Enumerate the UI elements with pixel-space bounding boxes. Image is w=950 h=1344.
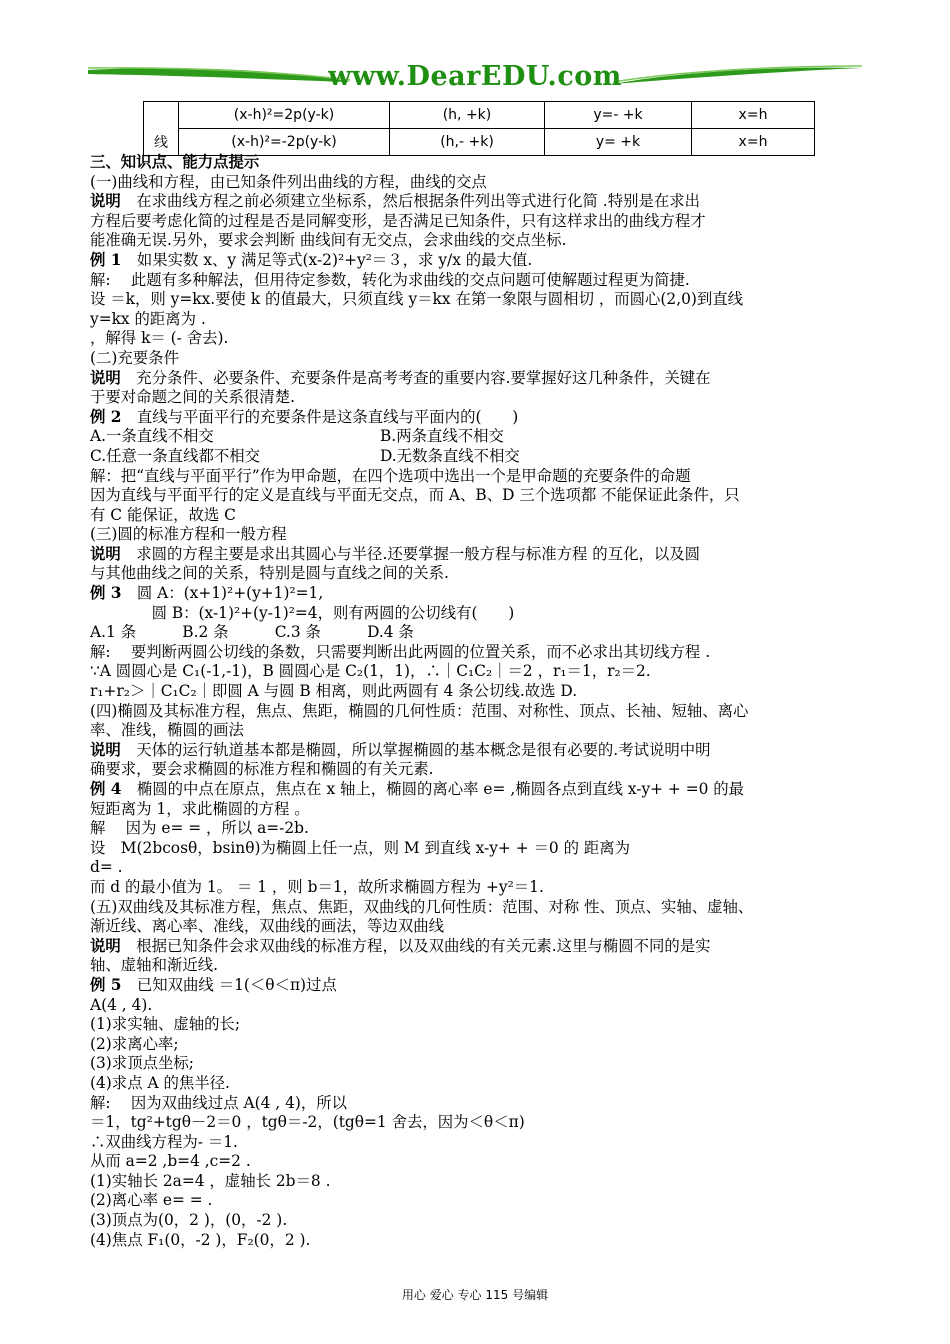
bold-label: 说明: [90, 936, 121, 955]
bold-label: 三、知识点、能力点提示: [90, 153, 260, 171]
line-text: 而 d 的最小值为 1。 ＝ 1 ，则 b＝1，故所求椭圆方程为 +y²＝1.: [90, 877, 544, 896]
text-line: [90, 447, 865, 467]
line-text: y=kx 的距离为 .: [90, 309, 206, 328]
text-line: [90, 604, 865, 624]
table-cell: x=h: [692, 129, 815, 156]
bold-label: 说明: [90, 740, 121, 759]
line-text: ＝1，tg²+tgθ－2＝0 ，tgθ＝-2，(tgθ=1 舍去，因为＜θ＜π): [90, 1113, 525, 1132]
page-footer: 用心 爱心 专心 115 号编辑: [401, 1288, 549, 1302]
text-line: [90, 545, 865, 565]
text-line: [90, 1231, 865, 1251]
line-text: 确要求，要会求椭圆的标准方程和椭圆的有关元素.: [90, 760, 434, 779]
text-line: [90, 153, 865, 173]
line-text: 圆 B：(x-1)²+(y-1)²=4，则有两圆的公切线有( ): [90, 603, 515, 622]
line-text: 于要对命题之间的关系很清楚.: [90, 388, 295, 407]
line-text: 短距离为 1，求此椭圆的方程 。: [90, 799, 310, 818]
text-line: [90, 1152, 865, 1172]
answer-option: D.无数条直线不相交: [380, 446, 520, 465]
line-text: 天体的运行轨道基本都是椭圆，所以掌握椭圆的基本概念是很有必要的.考试说明中明: [120, 740, 711, 759]
bold-label: 说明: [90, 544, 121, 563]
line-text: 充分条件、必要条件、充要条件是高考考查的重要内容.要掌握好这几种条件，关键在: [120, 368, 711, 387]
text-line: [90, 643, 865, 663]
line-text: (4)焦点 F₁(0，-2 )，F₂(0，2 ).: [90, 1230, 311, 1249]
line-text: (四)椭圆及其标准方程，焦点、焦距，椭圆的几何性质：范围、对称性、顶点、长袖、短轴、离心: [90, 701, 749, 720]
answer-option: C.任意一条直线都不相交: [90, 446, 261, 465]
text-line: [90, 741, 865, 761]
text-line: [90, 878, 865, 898]
text-line: [90, 212, 865, 232]
text-line: [90, 780, 865, 800]
line-text: 解: 要判断两圆公切线的条数，只需要判断出此两圆的位置关系，而不必求出其切线方程 .: [90, 642, 711, 661]
line-text: 能准确无误.另外，要求会判断 曲线间有无交点，会求曲线的交点坐标.: [90, 231, 567, 250]
line-text: 直线与平面平行的充要条件是这条直线与平面内的( ): [121, 407, 519, 426]
table-row: [144, 129, 815, 156]
text-line: [90, 1113, 865, 1133]
answer-option: A.一条直线不相交: [90, 427, 214, 446]
text-line: [90, 1191, 865, 1211]
line-text: 解：把“直线与平面平行”作为甲命题，在四个选项中选出一个是甲命题的充要条件的命题: [90, 466, 691, 485]
text-line: [90, 858, 865, 878]
bold-label: 例 2: [90, 407, 122, 426]
line-text: (三)圆的标准方程和一般方程: [90, 525, 287, 544]
line-text: A(4 , 4).: [90, 995, 153, 1014]
table-cell: (x-h)²=2p(y-k): [179, 102, 390, 129]
bold-label: 说明: [90, 368, 121, 387]
bold-label: 例 4: [90, 780, 122, 798]
text-line: [90, 349, 865, 369]
text-line: [90, 800, 865, 820]
table-row: [144, 102, 815, 129]
text-line: [90, 388, 865, 408]
text-line: [90, 1074, 865, 1094]
text-line: [90, 917, 865, 937]
line-text: (一)曲线和方程，由已知条件列出曲线的方程，曲线的交点: [90, 172, 487, 191]
table-cell: (h, +k): [390, 102, 545, 129]
line-text: 解: 因为双曲线过点 A(4 , 4)，所以: [90, 1093, 348, 1112]
line-text: (1)实轴长 2a=4 ，虚轴长 2b＝8 .: [90, 1171, 331, 1190]
text-line: [90, 290, 865, 310]
text-line: [90, 956, 865, 976]
bold-label: 例 5: [90, 975, 122, 994]
bold-label: 例 3: [90, 584, 122, 603]
formula-table: [143, 101, 815, 156]
text-line: [90, 760, 865, 780]
line-text: ∴双曲线方程为- ＝1.: [90, 1132, 238, 1151]
text-line: [90, 251, 865, 271]
text-line: [90, 369, 865, 389]
table-cell: y=- +k: [545, 102, 692, 129]
text-line: [90, 623, 865, 643]
line-text: 从而 a=2 ,b=4 ,c=2 .: [90, 1152, 251, 1171]
table-cell: (h,- +k): [390, 129, 545, 156]
line-text: 圆 A：(x+1)²+(y+1)²=1,: [121, 584, 324, 603]
text-line: [90, 839, 865, 859]
text-line: [90, 996, 865, 1016]
bold-label: 例 1: [90, 250, 122, 269]
text-line: [90, 1172, 865, 1192]
line-text: 解: 此题有多种解法，但用待定参数，转化为求曲线的交点问题可使解题过程更为简捷.: [90, 270, 690, 289]
text-line: [90, 584, 865, 604]
line-text: 因为直线与平面平行的定义是直线与平面无交点，而 A、B、D 三个选项都 不能保证此条件，只: [90, 486, 740, 505]
line-text: (2)求离心率;: [90, 1034, 179, 1053]
text-line: [90, 271, 865, 291]
text-line: [90, 329, 865, 349]
line-text: (二)充要条件: [90, 348, 179, 367]
line-text: 与其他曲线之间的关系，特别是圆与直线之间的关系.: [90, 564, 449, 583]
text-line: [90, 564, 865, 584]
line-text: 有 C 能保证，故选 C: [90, 505, 236, 524]
line-text: (2)离心率 e= = .: [90, 1191, 213, 1210]
text-line: [90, 819, 865, 839]
text-line: [90, 937, 865, 957]
line-text: 已知双曲线 ＝1(＜θ＜π)过点: [121, 975, 337, 994]
text-line: [90, 310, 865, 330]
text-line: [90, 662, 865, 682]
text-line: [90, 486, 865, 506]
text-line: [90, 976, 865, 996]
line-text: 率、准线，椭圆的画法: [90, 721, 244, 740]
site-header: [88, 58, 862, 98]
line-text: 渐近线、离心率、准线，双曲线的画法，等边双曲线: [90, 917, 444, 936]
table-cell: y= +k: [545, 129, 692, 156]
table-cell: x=h: [692, 102, 815, 129]
line-text: 解 因为 e= = ，所以 a=-2b.: [90, 819, 309, 838]
text-line: [90, 525, 865, 545]
text-line: [90, 173, 865, 193]
text-line: [90, 1035, 865, 1055]
line-text: ，解得 k＝ (- 舍去).: [90, 329, 229, 348]
text-line: [90, 898, 865, 918]
line-text: d= .: [90, 858, 123, 877]
text-line: [90, 192, 865, 212]
text-line: [90, 506, 865, 526]
text-line: [90, 1211, 865, 1231]
line-text: r₁+r₂＞｜C₁C₂｜即圆 A 与圆 B 相离，则此两圆有 4 条公切线.故选 D.: [90, 682, 578, 701]
text-line: [90, 702, 865, 722]
line-text: A.1 条 B.2 条 C.3 条 D.4 条: [90, 623, 414, 642]
site-logo[interactable]: www.DearEDU.com: [328, 61, 622, 92]
table-side-label: 线: [144, 102, 179, 156]
line-text: (3)求顶点坐标;: [90, 1054, 194, 1073]
text-line: [90, 231, 865, 251]
text-line: [90, 467, 865, 487]
line-text: 轴、虚轴和渐近线.: [90, 956, 219, 975]
line-text: 如果实数 x、y 满足等式(x-2)²+y²＝３，求 y/x 的最大值.: [121, 250, 533, 269]
line-text: 求圆的方程主要是求出其圆心与半径.还要掌握一般方程与标准方程 的互化，以及圆: [120, 544, 701, 563]
line-text: (五)双曲线及其标准方程，焦点、焦距，双曲线的几何性质：范围、对称 性、顶点、实轴、虚轴、: [90, 897, 754, 916]
line-text: ∵A 圆圆心是 C₁(-1,-1)，B 圆圆心是 C₂(1，1)，∴｜C₁C₂｜＝2 ，r₁＝1，r₂＝2.: [90, 662, 651, 681]
line-text: 设 ＝k，则 y=kx.要使 k 的值最大，只须直线 y＝kx 在第一象限与圆相切 ，而圆心(2,0)到直线: [90, 290, 744, 309]
text-line: [90, 1015, 865, 1035]
line-text: 方程后要考虑化简的过程是否是同解变形，是否满足已知条件，只有这样求出的曲线方程才: [90, 211, 706, 230]
line-text: (3)顶点为(0，2 )，(0，-2 ).: [90, 1211, 288, 1230]
line-text: (1)求实轴、虚轴的长;: [90, 1015, 241, 1034]
line-text: (4)求点 A 的焦半径.: [90, 1073, 230, 1092]
line-text: 椭圆的中点在原点，焦点在 x 轴上，椭圆的离心率 e= ,椭圆各点到直线 x-y+ + =0 的最: [121, 780, 745, 798]
text-line: [90, 1094, 865, 1114]
line-text: 根据已知条件会求双曲线的标准方程，以及双曲线的有关元素.这里与椭圆不同的是实: [120, 936, 711, 955]
table-cell: (x-h)²=-2p(y-k): [179, 129, 390, 156]
text-line: [90, 682, 865, 702]
bold-label: 说明: [90, 192, 121, 211]
text-line: [90, 1054, 865, 1074]
line-text: 在求曲线方程之前必须建立坐标系，然后根据条件列出等式进行化简 .特别是在求出: [120, 192, 701, 211]
text-line: [90, 1133, 865, 1153]
text-line: [90, 721, 865, 741]
text-line: [90, 427, 865, 447]
document-body: [90, 153, 865, 1250]
answer-option: B.两条直线不相交: [380, 427, 504, 446]
text-line: [90, 408, 865, 428]
line-text: 设 M(2bcosθ，bsinθ)为椭圆上任一点，则 M 到直线 x-y+ + ＝0 的 距离为: [90, 838, 631, 857]
